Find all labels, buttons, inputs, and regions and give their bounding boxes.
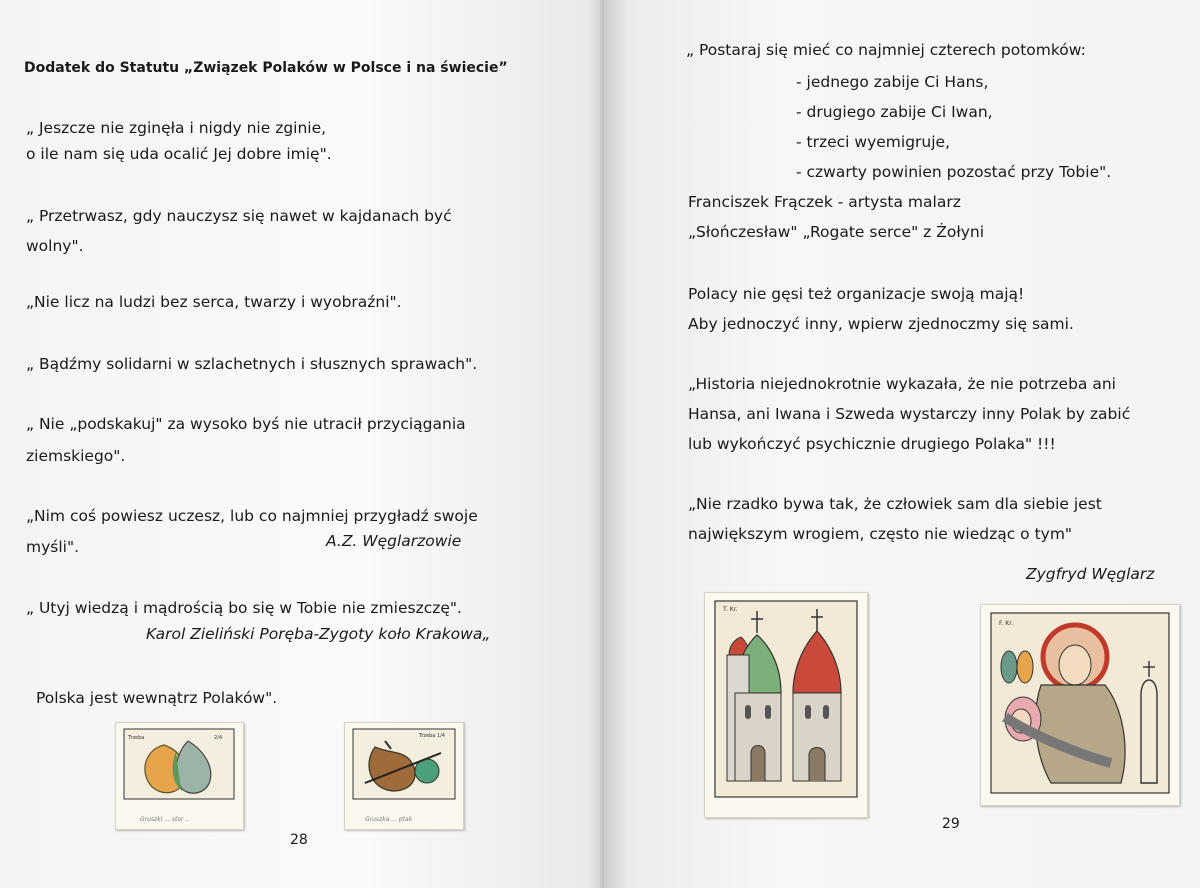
quote-line: lub wykończyć psychicznie drugiego Polaka" !!!: [688, 435, 1056, 453]
quote-line: „ Jeszcze nie zginęła i nigdy nie zginie,: [26, 119, 327, 137]
page-number: 29: [942, 816, 960, 832]
quote-line: myśli".: [26, 538, 80, 556]
quote-line: „ Utyj wiedzą i mądrością bo się w Tobie nie zmieszczę".: [26, 599, 462, 617]
signature: Karol Zieliński Poręba-Zygoty koło Krakowa„: [146, 625, 491, 643]
quote-line: „ Postaraj się mieć co najmniej czterech potomków:: [686, 41, 1086, 59]
illustration-pear-bird: [344, 722, 464, 830]
right-page: [604, 0, 1200, 888]
svg-text:Trzeba: Trzeba: [128, 735, 145, 741]
quote-line: „ Przetrwasz, gdy nauczysz się nawet w kajdanach być: [26, 207, 452, 225]
quote-line: „Nie licz na ludzi bez serca, twarzy i wyobraźni".: [26, 293, 402, 311]
quote-line: - jednego zabije Ci Hans,: [796, 73, 989, 91]
quote-line: „Historia niejednokrotnie wykazała, że nie potrzeba ani: [688, 375, 1116, 393]
svg-text:F. Kr.: F. Kr.: [999, 620, 1014, 627]
quote-line: Aby jednoczyć inny, wpierw zjednoczmy się sami.: [688, 315, 1074, 333]
quote-line: Polska jest wewnątrz Polaków".: [36, 689, 278, 707]
signature: A.Z. Węglarzowie: [326, 532, 462, 550]
quote-line: Hansa, ani Iwana i Szweda wystarczy inny Polak by zabić: [688, 405, 1131, 423]
quote-line: wolny".: [26, 237, 84, 255]
author-line: Franciszek Frączek - artysta malarz: [688, 193, 961, 211]
pear-bird-drawing: [345, 723, 463, 829]
pears-drawing: [116, 723, 243, 829]
illustration-pears: [115, 722, 244, 830]
svg-text:Gruszki ... stor ..: Gruszki ... stor ..: [140, 816, 190, 823]
author-line: „Słończesław" „Rogate serce" z Żołyni: [688, 223, 985, 241]
quote-line: - trzeci wyemigruje,: [796, 133, 950, 151]
quote-line: „ Nie „podskakuj" za wysoko byś nie utracił przyciągania: [26, 415, 466, 433]
page-number: 28: [290, 832, 308, 848]
illustration-church: [704, 592, 868, 818]
madonna-drawing: [981, 605, 1179, 805]
quote-line: Polacy nie gęsi też organizacje swoją mają!: [688, 285, 1025, 303]
svg-text:2/4: 2/4: [214, 735, 223, 741]
page-heading: Dodatek do Statutu „Związek Polaków w Polsce i na świecie”: [24, 60, 508, 76]
quote-line: ziemskiego".: [26, 447, 126, 465]
quote-line: - czwarty powinien pozostać przy Tobie".: [796, 163, 1112, 181]
quote-line: „Nim coś powiesz uczesz, lub co najmniej przygładź swoje: [26, 507, 478, 525]
church-drawing: [705, 593, 867, 817]
svg-text:Trzeba 1/4: Trzeba 1/4: [419, 733, 445, 739]
illustration-madonna: [980, 604, 1180, 806]
svg-text:Gruszka ... ptak: Gruszka ... ptak: [365, 816, 413, 823]
quote-line: - drugiego zabije Ci Iwan,: [796, 103, 993, 121]
quote-line: największym wrogiem, często nie wiedząc o tym": [688, 525, 1073, 543]
signature: Zygfryd Węglarz: [1026, 565, 1155, 583]
quote-line: o ile nam się uda ocalić Jej dobre imię".: [26, 145, 332, 163]
quote-line: „Nie rzadko bywa tak, że człowiek sam dla siebie jest: [688, 495, 1102, 513]
svg-text:T. Kr.: T. Kr.: [723, 606, 738, 613]
quote-line: „ Bądźmy solidarni w szlachetnych i słusznych sprawach".: [26, 355, 478, 373]
